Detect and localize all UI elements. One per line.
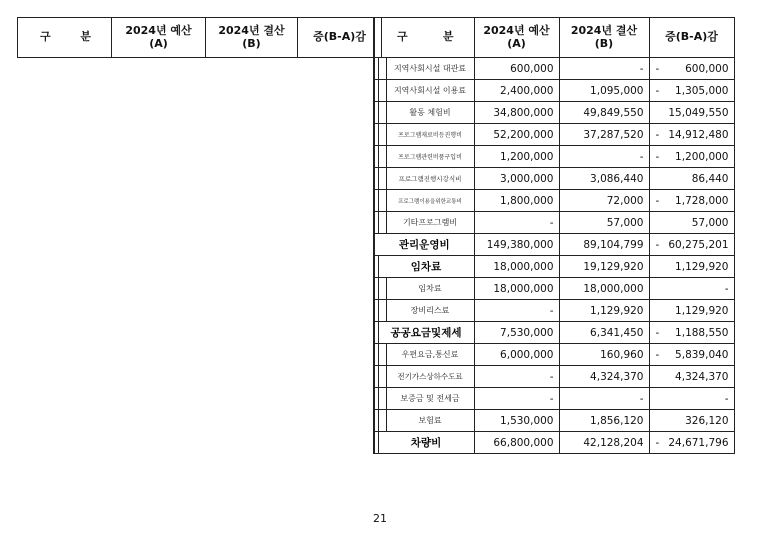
budget-value: 18,000,000 xyxy=(474,278,559,300)
row-label: 지역사회시설 대관료 xyxy=(386,58,474,80)
row-label: 기타프로그램비 xyxy=(386,212,474,234)
row-label: 우편요금,통신료 xyxy=(386,344,474,366)
table-row-group xyxy=(374,432,734,454)
settlement-value: - xyxy=(559,58,649,80)
budget-value: 600,000 xyxy=(474,58,559,80)
budget-value: - xyxy=(474,212,559,234)
header-budget: 2024년 예산 (A) xyxy=(474,18,559,58)
budget-value: 3,000,000 xyxy=(474,168,559,190)
settlement-value: - xyxy=(559,388,649,410)
row-label: 활동 체험비 xyxy=(386,102,474,124)
difference-value: - 1,728,000 xyxy=(649,190,734,212)
table-row xyxy=(374,212,734,234)
difference-value: - 600,000 xyxy=(649,58,734,80)
row-label: 장비리스료 xyxy=(386,300,474,322)
row-label: 프로그램진행시강식비 xyxy=(386,168,474,190)
budget-value: 1,200,000 xyxy=(474,146,559,168)
settlement-value: 49,849,550 xyxy=(559,102,649,124)
difference-value: - 1,305,000 xyxy=(649,80,734,102)
difference-value: - xyxy=(649,278,734,300)
difference-value: - 24,671,796 xyxy=(649,432,734,454)
settlement-value: 89,104,799 xyxy=(559,234,649,256)
table-row xyxy=(374,58,734,80)
row-label: 프로그램재료비등진행비 xyxy=(386,124,474,146)
header-settlement: 2024년 결산 (B) xyxy=(559,18,649,58)
row-label: 임차료 xyxy=(386,278,474,300)
difference-value: - 1,188,550 xyxy=(649,322,734,344)
row-label: 프로그램관련비품구입비 xyxy=(386,146,474,168)
right-budget-table xyxy=(373,17,735,454)
difference-value: 4,324,370 xyxy=(649,366,734,388)
settlement-value: 160,960 xyxy=(559,344,649,366)
table-row xyxy=(374,190,734,212)
header-category: 구 분 xyxy=(18,18,112,58)
settlement-value: 1,095,000 xyxy=(559,80,649,102)
header-difference: 증(B-A)감 xyxy=(649,18,734,58)
difference-value: 15,049,550 xyxy=(649,102,734,124)
page-number: 21 xyxy=(373,512,387,525)
budget-value: 2,400,000 xyxy=(474,80,559,102)
table-row-section xyxy=(374,234,734,256)
row-label: 보증금 및 전세금 xyxy=(386,388,474,410)
table-row xyxy=(374,146,734,168)
header-budget: 2024년 예산 (A) xyxy=(112,18,206,58)
difference-value: 1,129,920 xyxy=(649,256,734,278)
row-label: 관리운영비 xyxy=(374,234,474,256)
settlement-value: 18,000,000 xyxy=(559,278,649,300)
budget-value: 1,530,000 xyxy=(474,410,559,432)
difference-value: - xyxy=(649,388,734,410)
table-row xyxy=(374,300,734,322)
difference-value: 57,000 xyxy=(649,212,734,234)
settlement-value: 37,287,520 xyxy=(559,124,649,146)
header-settlement: 2024년 결산 (B) xyxy=(206,18,298,58)
row-label: 전기가스상하수도료 xyxy=(386,366,474,388)
row-label: 임차료 xyxy=(378,256,474,278)
header-category: 구 분 xyxy=(374,18,474,58)
difference-value: - 14,912,480 xyxy=(649,124,734,146)
settlement-value: 57,000 xyxy=(559,212,649,234)
difference-value: - 60,275,201 xyxy=(649,234,734,256)
budget-value: - xyxy=(474,366,559,388)
row-label: 보험료 xyxy=(386,410,474,432)
row-label: 차량비 xyxy=(378,432,474,454)
table-row xyxy=(374,80,734,102)
settlement-value: 19,129,920 xyxy=(559,256,649,278)
budget-value: 52,200,000 xyxy=(474,124,559,146)
settlement-value: 1,129,920 xyxy=(559,300,649,322)
table-row-group xyxy=(374,322,734,344)
budget-value: 66,800,000 xyxy=(474,432,559,454)
budget-value: 6,000,000 xyxy=(474,344,559,366)
budget-value: 149,380,000 xyxy=(474,234,559,256)
budget-value: 7,530,000 xyxy=(474,322,559,344)
table-row xyxy=(374,102,734,124)
budget-value: - xyxy=(474,300,559,322)
row-label: 공공요금및제세 xyxy=(378,322,474,344)
settlement-value: 6,341,450 xyxy=(559,322,649,344)
difference-value: 1,129,920 xyxy=(649,300,734,322)
table-row xyxy=(374,366,734,388)
header-difference: 증(B-A)감 xyxy=(298,18,382,58)
difference-value: 326,120 xyxy=(649,410,734,432)
budget-value: - xyxy=(474,388,559,410)
settlement-value: 3,086,440 xyxy=(559,168,649,190)
settlement-value: 72,000 xyxy=(559,190,649,212)
difference-value: - 5,839,040 xyxy=(649,344,734,366)
table-row xyxy=(374,410,734,432)
table-row xyxy=(374,168,734,190)
budget-value: 1,800,000 xyxy=(474,190,559,212)
budget-value: 34,800,000 xyxy=(474,102,559,124)
table-row xyxy=(374,278,734,300)
difference-value: - 1,200,000 xyxy=(649,146,734,168)
settlement-value: 4,324,370 xyxy=(559,366,649,388)
row-label: 프로그램이용을위한교통비 xyxy=(386,190,474,212)
table-row xyxy=(374,124,734,146)
settlement-value: 42,128,204 xyxy=(559,432,649,454)
settlement-value: 1,856,120 xyxy=(559,410,649,432)
row-label: 지역사회시설 이용료 xyxy=(386,80,474,102)
table-row xyxy=(374,388,734,410)
table-row xyxy=(374,344,734,366)
settlement-value: - xyxy=(559,146,649,168)
left-budget-table xyxy=(17,17,382,58)
table-row-group xyxy=(374,256,734,278)
difference-value: 86,440 xyxy=(649,168,734,190)
budget-value: 18,000,000 xyxy=(474,256,559,278)
